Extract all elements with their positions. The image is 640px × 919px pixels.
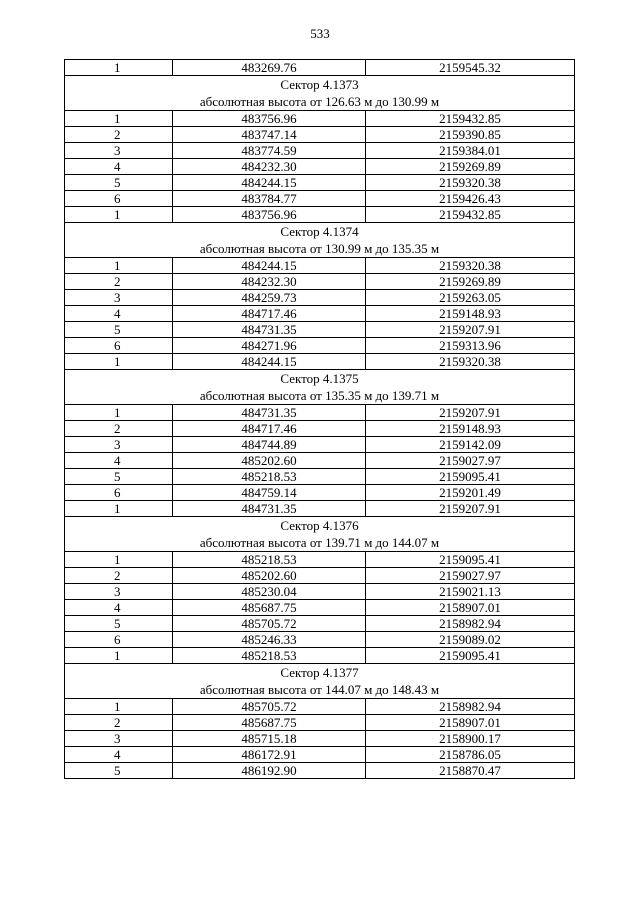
x-coordinate-cell: 485218.53 (173, 469, 366, 485)
y-coordinate-cell: 2158900.17 (366, 731, 575, 747)
point-number-cell: 2 (65, 274, 173, 290)
point-number-cell: 6 (65, 485, 173, 501)
table-row (65, 175, 575, 191)
y-coordinate-cell: 2159384.01 (366, 143, 575, 159)
y-coordinate-cell: 2159320.38 (366, 354, 575, 370)
point-number-cell: 5 (65, 616, 173, 632)
point-number-cell: 4 (65, 453, 173, 469)
x-coordinate-cell: 484744.89 (173, 437, 366, 453)
table-row (65, 338, 575, 354)
x-coordinate-cell: 484717.46 (173, 421, 366, 437)
x-coordinate-cell: 484232.30 (173, 274, 366, 290)
sector-header (65, 517, 575, 552)
x-coordinate-cell: 484244.15 (173, 175, 366, 191)
y-coordinate-cell: 2159027.97 (366, 453, 575, 469)
y-coordinate-cell: 2159095.41 (366, 552, 575, 568)
sector-title: Сектор 4.1376 (280, 518, 359, 533)
table-row (65, 159, 575, 175)
y-coordinate-cell: 2159095.41 (366, 469, 575, 485)
sector-header-row (65, 370, 575, 405)
y-coordinate-cell: 2159207.91 (366, 405, 575, 421)
table-row (65, 616, 575, 632)
table-row (65, 715, 575, 731)
sector-altitude-range: абсолютная высота от 144.07 м до 148.43 м (199, 682, 440, 697)
table-row (65, 354, 575, 370)
sector-header (65, 76, 575, 111)
x-coordinate-cell: 486192.90 (173, 763, 366, 779)
y-coordinate-cell: 2159021.13 (366, 584, 575, 600)
y-coordinate-cell: 2158786.05 (366, 747, 575, 763)
x-coordinate-cell: 483269.76 (173, 60, 366, 76)
x-coordinate-cell: 484244.15 (173, 354, 366, 370)
point-number-cell: 5 (65, 322, 173, 338)
y-coordinate-cell: 2159313.96 (366, 338, 575, 354)
table-row (65, 731, 575, 747)
table-row (65, 600, 575, 616)
y-coordinate-cell: 2159432.85 (366, 111, 575, 127)
table-row (65, 584, 575, 600)
point-number-cell: 1 (65, 207, 173, 223)
point-number-cell: 2 (65, 568, 173, 584)
point-number-cell: 6 (65, 632, 173, 648)
x-coordinate-cell: 485202.60 (173, 568, 366, 584)
sector-header (65, 223, 575, 258)
point-number-cell: 1 (65, 648, 173, 664)
table-row (65, 485, 575, 501)
sector-title: Сектор 4.1377 (280, 665, 359, 680)
x-coordinate-cell: 485705.72 (173, 699, 366, 715)
y-coordinate-cell: 2159095.41 (366, 648, 575, 664)
sector-header-row (65, 517, 575, 552)
y-coordinate-cell: 2159263.05 (366, 290, 575, 306)
x-coordinate-cell: 485218.53 (173, 552, 366, 568)
table-row (65, 191, 575, 207)
x-coordinate-cell: 485202.60 (173, 453, 366, 469)
sector-title: Сектор 4.1373 (280, 77, 359, 92)
point-number-cell: 1 (65, 258, 173, 274)
x-coordinate-cell: 483784.77 (173, 191, 366, 207)
x-coordinate-cell: 485230.04 (173, 584, 366, 600)
table-row (65, 127, 575, 143)
point-number-cell: 6 (65, 338, 173, 354)
sector-header-row (65, 223, 575, 258)
y-coordinate-cell: 2159426.43 (366, 191, 575, 207)
point-number-cell: 2 (65, 421, 173, 437)
x-coordinate-cell: 484731.35 (173, 322, 366, 338)
y-coordinate-cell: 2159089.02 (366, 632, 575, 648)
point-number-cell: 5 (65, 469, 173, 485)
table-row (65, 306, 575, 322)
y-coordinate-cell: 2159432.85 (366, 207, 575, 223)
x-coordinate-cell: 485705.72 (173, 616, 366, 632)
y-coordinate-cell: 2159148.93 (366, 421, 575, 437)
point-number-cell: 3 (65, 731, 173, 747)
x-coordinate-cell: 483774.59 (173, 143, 366, 159)
point-number-cell: 1 (65, 60, 173, 76)
point-number-cell: 1 (65, 111, 173, 127)
x-coordinate-cell: 485687.75 (173, 715, 366, 731)
x-coordinate-cell: 484731.35 (173, 501, 366, 517)
x-coordinate-cell: 485246.33 (173, 632, 366, 648)
y-coordinate-cell: 2158870.47 (366, 763, 575, 779)
y-coordinate-cell: 2159142.09 (366, 437, 575, 453)
point-number-cell: 3 (65, 437, 173, 453)
point-number-cell: 4 (65, 159, 173, 175)
page-number: 533 (310, 26, 330, 41)
table-row (65, 469, 575, 485)
table-row (65, 437, 575, 453)
point-number-cell: 3 (65, 290, 173, 306)
point-number-cell: 1 (65, 501, 173, 517)
coordinates-table (64, 59, 575, 779)
point-number-cell: 3 (65, 584, 173, 600)
point-number-cell: 2 (65, 715, 173, 731)
table-row (65, 258, 575, 274)
point-number-cell: 1 (65, 405, 173, 421)
y-coordinate-cell: 2158982.94 (366, 699, 575, 715)
x-coordinate-cell: 483756.96 (173, 111, 366, 127)
sector-altitude-range: абсолютная высота от 126.63 м до 130.99 м (199, 94, 440, 109)
point-number-cell: 5 (65, 175, 173, 191)
table-row (65, 568, 575, 584)
point-number-cell: 5 (65, 763, 173, 779)
table-row (65, 274, 575, 290)
point-number-cell: 1 (65, 699, 173, 715)
y-coordinate-cell: 2159320.38 (366, 258, 575, 274)
table-row (65, 763, 575, 779)
table-row (65, 111, 575, 127)
table-row (65, 699, 575, 715)
x-coordinate-cell: 484759.14 (173, 485, 366, 501)
x-coordinate-cell: 484244.15 (173, 258, 366, 274)
x-coordinate-cell: 484259.73 (173, 290, 366, 306)
x-coordinate-cell: 485687.75 (173, 600, 366, 616)
table-row (65, 648, 575, 664)
sector-header (65, 370, 575, 405)
table-row (65, 322, 575, 338)
y-coordinate-cell: 2159027.97 (366, 568, 575, 584)
sector-title: Сектор 4.1375 (280, 371, 359, 386)
sector-title: Сектор 4.1374 (280, 224, 359, 239)
x-coordinate-cell: 485715.18 (173, 731, 366, 747)
y-coordinate-cell: 2159269.89 (366, 274, 575, 290)
y-coordinate-cell: 2159148.93 (366, 306, 575, 322)
coordinates-table-body (65, 60, 575, 779)
table-row (65, 421, 575, 437)
x-coordinate-cell: 486172.91 (173, 747, 366, 763)
point-number-cell: 4 (65, 600, 173, 616)
sector-header-row (65, 664, 575, 699)
y-coordinate-cell: 2159207.91 (366, 501, 575, 517)
point-number-cell: 6 (65, 191, 173, 207)
y-coordinate-cell: 2159545.32 (366, 60, 575, 76)
table-row (65, 453, 575, 469)
y-coordinate-cell: 2158982.94 (366, 616, 575, 632)
point-number-cell: 2 (65, 127, 173, 143)
y-coordinate-cell: 2158907.01 (366, 715, 575, 731)
y-coordinate-cell: 2159207.91 (366, 322, 575, 338)
y-coordinate-cell: 2159390.85 (366, 127, 575, 143)
sector-altitude-range: абсолютная высота от 135.35 м до 139.71 м (199, 388, 440, 403)
sector-header (65, 664, 575, 699)
point-number-cell: 4 (65, 747, 173, 763)
table-row (65, 747, 575, 763)
table-row (65, 552, 575, 568)
point-number-cell: 4 (65, 306, 173, 322)
table-row (65, 60, 575, 76)
sector-header-row (65, 76, 575, 111)
x-coordinate-cell: 483756.96 (173, 207, 366, 223)
x-coordinate-cell: 484731.35 (173, 405, 366, 421)
x-coordinate-cell: 485218.53 (173, 648, 366, 664)
x-coordinate-cell: 484717.46 (173, 306, 366, 322)
sector-altitude-range: абсолютная высота от 130.99 м до 135.35 м (199, 241, 440, 256)
table-row (65, 290, 575, 306)
y-coordinate-cell: 2158907.01 (366, 600, 575, 616)
x-coordinate-cell: 484232.30 (173, 159, 366, 175)
point-number-cell: 1 (65, 552, 173, 568)
x-coordinate-cell: 483747.14 (173, 127, 366, 143)
table-row (65, 207, 575, 223)
table-row (65, 405, 575, 421)
x-coordinate-cell: 484271.96 (173, 338, 366, 354)
table-row (65, 501, 575, 517)
table-row (65, 143, 575, 159)
sector-altitude-range: абсолютная высота от 139.71 м до 144.07 м (199, 535, 440, 550)
y-coordinate-cell: 2159201.49 (366, 485, 575, 501)
table-row (65, 632, 575, 648)
y-coordinate-cell: 2159269.89 (366, 159, 575, 175)
y-coordinate-cell: 2159320.38 (366, 175, 575, 191)
point-number-cell: 1 (65, 354, 173, 370)
point-number-cell: 3 (65, 143, 173, 159)
